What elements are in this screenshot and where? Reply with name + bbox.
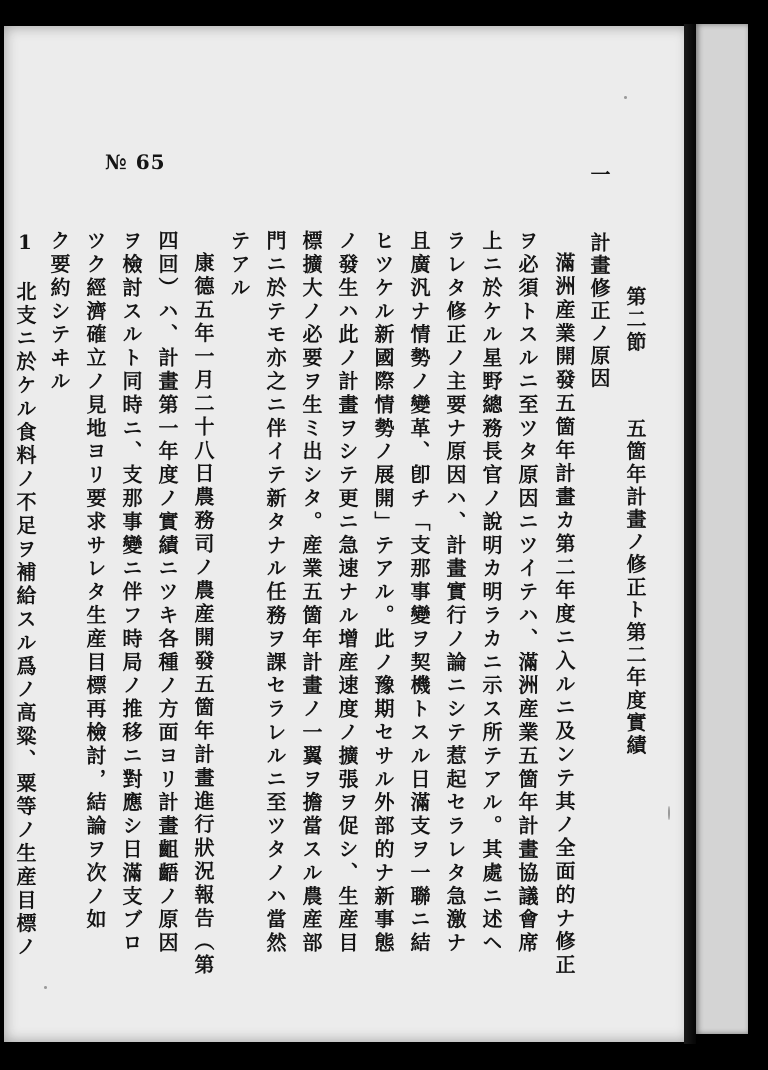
text-line: 滿洲産業開發五箇年計畫カ第二年度ニ入ルニ及ンテ其ノ全面的ナ修正 <box>552 252 576 978</box>
scan-blemish <box>624 96 627 99</box>
text-line: 門ニ於テモ亦之ニ伴イテ新タナル任務ヲ課セラレルニ至ツタノハ當然 <box>263 230 287 956</box>
text-line: 且廣汎ナ情勢ノ變革、卽チ「支那事變ヲ契機トスル日滿支ヲ一聯ニ結 <box>407 230 431 956</box>
text-line: 1 北支ニ於ケル食料ノ不足ヲ補給スル爲ノ高粱、粟等ノ生産目標ノ <box>13 230 37 960</box>
book-gutter <box>684 24 696 1044</box>
text-line: 康德五年一月二十八日農務司ノ農産開發五箇年計畫進行狀況報告（第 <box>191 252 215 978</box>
text-line: ヲ必須トスルニ至ツタ原因ニツイテハ、滿洲産業五箇年計畫協議會席 <box>515 230 539 956</box>
section-marker: 一 <box>587 164 611 184</box>
text-line: ク要約シテヰル <box>47 230 71 394</box>
scan-blemish <box>44 986 47 989</box>
text-line: 標擴大ノ必要ヲ生ミ出シタ。産業五箇年計畫ノ一翼ヲ擔當スル農産部 <box>299 230 323 956</box>
text-line: ノ發生ハ此ノ計畫ヲシテ更ニ急速ナル增産速度ノ擴張ヲ促シ、生産目 <box>335 230 359 956</box>
text-line: ラレタ修正ノ主要ナ原因ハ、計畫實行ノ論ニシテ惹起セラレタ急激ナ <box>443 230 467 956</box>
adjacent-page-edge <box>696 24 748 1034</box>
book-page <box>4 26 690 1042</box>
text-line: ツク經濟確立ノ見地ヨリ要求サレタ生産目標再檢討，結論ヲ次ノ如 <box>83 230 107 932</box>
text-line: テアル <box>227 230 251 301</box>
page-number: № 65 <box>105 150 166 174</box>
text-line: 上ニ於ケル星野總務長官ノ說明カ明ラカニ示ス所テアル。其處ニ述ヘ <box>479 230 503 956</box>
heading-section: 第二節 <box>623 286 647 354</box>
text-line: 四回）ハ、計畫第一年度ノ實績ニツキ各種ノ方面ヨリ計畫齟齬ノ原因 <box>155 230 179 956</box>
heading-title: 五箇年計畫ノ修正ト第二年度實績 <box>623 418 647 757</box>
text-line: ヒツケル新國際情勢ノ展開」テアル。此ノ豫期セサル外部的ナ新事態 <box>371 230 395 956</box>
scan-blemish <box>668 806 670 820</box>
subheading: 計畫修正ノ原因 <box>587 232 611 391</box>
text-line: ヲ檢討スルト同時ニ、支那事變ニ伴フ時局ノ推移ニ對應シ日滿支ブロ <box>119 230 143 956</box>
